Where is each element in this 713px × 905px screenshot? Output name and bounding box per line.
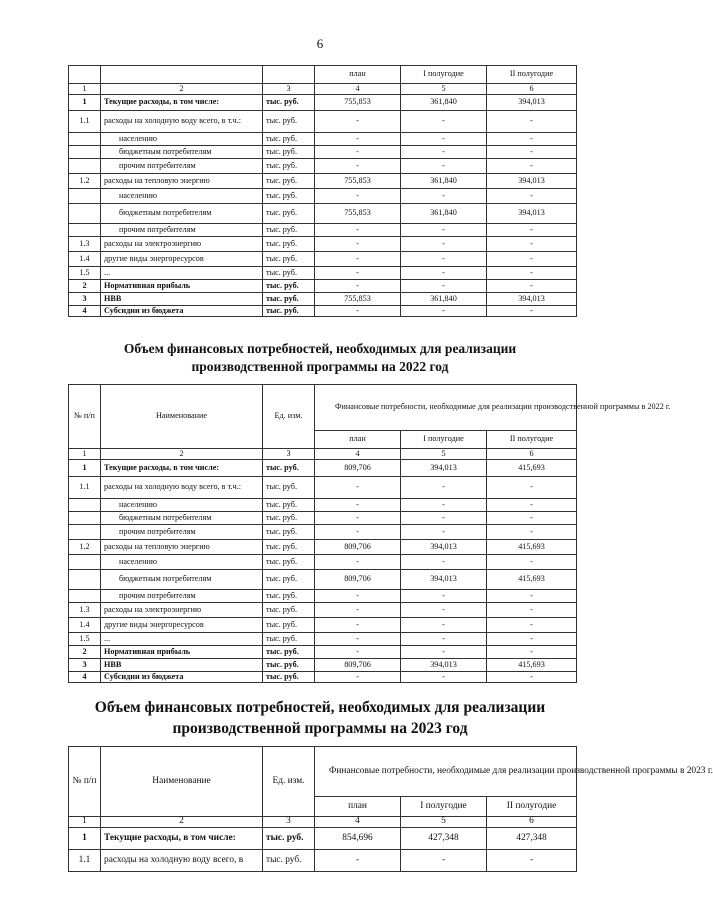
section-2022-title — [0, 340, 640, 376]
table-row — [69, 570, 577, 590]
row-name-cell: населению — [101, 133, 263, 146]
column-number-cell: 4 — [315, 449, 401, 460]
row-unit-cell: тыс. руб. — [263, 224, 315, 237]
table-body — [69, 828, 577, 872]
table-row — [69, 525, 577, 540]
row-unit-cell: тыс. руб. — [263, 512, 315, 525]
col-name-header: Наименование — [101, 385, 263, 449]
table-row — [69, 603, 577, 618]
row-h2-cell: 415,693 — [487, 540, 577, 555]
column-number-row — [69, 449, 577, 460]
row-name-cell: другие виды энергоресурсов — [101, 252, 263, 267]
table-row — [69, 189, 577, 204]
row-unit-cell: тыс. руб. — [263, 850, 315, 872]
column-number-cell: 1 — [69, 449, 101, 460]
row-num-cell: 1 — [69, 460, 101, 477]
column-number-cell: 3 — [263, 817, 315, 828]
row-unit-cell: тыс. руб. — [263, 646, 315, 659]
row-num-cell: 1.1 — [69, 111, 101, 133]
row-h1-cell: - — [401, 237, 487, 252]
row-name-cell: населению — [101, 189, 263, 204]
col-name-header: Наименование — [101, 747, 263, 817]
row-num-cell: 3 — [69, 659, 101, 672]
col-unit-header: Ед. изм. — [263, 385, 315, 449]
row-num-cell: 1.2 — [69, 540, 101, 555]
row-h1-cell: 394,013 — [401, 540, 487, 555]
col-h1-header: I полугодие — [401, 66, 487, 84]
row-num-cell: 4 — [69, 306, 101, 317]
column-number-cell: 6 — [487, 449, 577, 460]
column-number-cell: 4 — [315, 84, 401, 95]
row-name-cell: ... — [101, 267, 263, 280]
row-name-cell: расходы на тепловую энергию — [101, 174, 263, 189]
column-number-cell: 6 — [487, 84, 577, 95]
row-unit-cell: тыс. руб. — [263, 237, 315, 252]
row-unit-cell: тыс. руб. — [263, 293, 315, 306]
row-unit-cell: тыс. руб. — [263, 174, 315, 189]
row-h2-cell: - — [487, 512, 577, 525]
row-h2-cell: - — [487, 618, 577, 633]
row-plan-cell: 755,853 — [315, 293, 401, 306]
row-h2-cell: - — [487, 133, 577, 146]
table-row — [69, 477, 577, 499]
table-row — [69, 646, 577, 659]
column-number-cell: 2 — [101, 817, 263, 828]
row-num-cell — [69, 512, 101, 525]
table-row — [69, 293, 577, 306]
row-h1-cell: - — [401, 512, 487, 525]
row-name-cell: другие виды энергоресурсов — [101, 618, 263, 633]
row-plan-cell: - — [315, 590, 401, 603]
row-unit-cell: тыс. руб. — [263, 555, 315, 570]
row-h2-cell: - — [487, 555, 577, 570]
row-plan-cell: 809,706 — [315, 659, 401, 672]
column-number-cell: 1 — [69, 84, 101, 95]
row-num-cell: 1 — [69, 95, 101, 111]
column-number-cell: 1 — [69, 817, 101, 828]
col-fin-header: Финансовые потребности, необходимые для реализации производственной программы в 2023 г. — [315, 747, 577, 797]
table-row — [69, 174, 577, 189]
row-h2-cell: - — [487, 111, 577, 133]
row-h2-cell: - — [487, 306, 577, 317]
row-h2-cell: 415,693 — [487, 460, 577, 477]
row-h2-cell: 394,013 — [487, 293, 577, 306]
row-unit-cell: тыс. руб. — [263, 146, 315, 159]
row-plan-cell: - — [315, 252, 401, 267]
row-plan-cell: - — [315, 280, 401, 293]
row-plan-cell: 809,706 — [315, 540, 401, 555]
row-h1-cell: - — [401, 555, 487, 570]
column-number-row-group — [69, 449, 577, 460]
row-plan-cell: - — [315, 555, 401, 570]
row-h1-cell: - — [401, 672, 487, 683]
row-num-cell — [69, 224, 101, 237]
row-num-cell: 1.5 — [69, 633, 101, 646]
row-unit-cell: тыс. руб. — [263, 280, 315, 293]
table-row — [69, 512, 577, 525]
row-h1-cell: - — [401, 159, 487, 174]
row-unit-cell: тыс. руб. — [263, 95, 315, 111]
row-h1-cell: - — [401, 146, 487, 159]
row-plan-cell: - — [315, 159, 401, 174]
row-h1-cell: - — [401, 133, 487, 146]
row-h1-cell: - — [401, 267, 487, 280]
table-row — [69, 133, 577, 146]
row-name-cell: бюджетным потребителям — [101, 570, 263, 590]
row-h2-cell: - — [487, 672, 577, 683]
row-name-cell: Текущие расходы, в том числе: — [101, 828, 263, 850]
row-num-cell — [69, 525, 101, 540]
row-unit-cell: тыс. руб. — [263, 460, 315, 477]
table-row — [69, 111, 577, 133]
row-unit-cell: тыс. руб. — [263, 111, 315, 133]
row-h2-cell: 394,013 — [487, 204, 577, 224]
row-h2-cell: - — [487, 850, 577, 872]
row-name-cell: Текущие расходы, в том числе: — [101, 95, 263, 111]
row-plan-cell: 755,853 — [315, 95, 401, 111]
row-h1-cell: - — [401, 646, 487, 659]
table-row — [69, 499, 577, 512]
table-row — [69, 204, 577, 224]
row-name-cell: расходы на холодную воду всего, в т.ч.: — [101, 477, 263, 499]
row-h1-cell: - — [401, 280, 487, 293]
row-name-cell: расходы на холодную воду всего, в т.ч.: — [101, 111, 263, 133]
row-name-cell: прочим потребителям — [101, 590, 263, 603]
table-body — [69, 460, 577, 683]
row-h1-cell: - — [401, 477, 487, 499]
row-h2-cell: - — [487, 590, 577, 603]
table-header-row — [69, 747, 577, 797]
row-h1-cell: 427,348 — [401, 828, 487, 850]
column-number-cell: 2 — [101, 84, 263, 95]
row-h2-cell: - — [487, 237, 577, 252]
row-unit-cell: тыс. руб. — [263, 659, 315, 672]
row-h2-cell: - — [487, 603, 577, 618]
row-plan-cell: - — [315, 189, 401, 204]
row-h1-cell: 361,840 — [401, 293, 487, 306]
row-h2-cell: - — [487, 252, 577, 267]
col-num-header: № п/п — [69, 385, 101, 449]
row-h2-cell: - — [487, 267, 577, 280]
title-line: производственной программы на 2022 год — [191, 359, 449, 375]
row-plan-cell: - — [315, 306, 401, 317]
row-num-cell: 1.2 — [69, 174, 101, 189]
row-unit-cell: тыс. руб. — [263, 267, 315, 280]
column-number-row-group — [69, 817, 577, 828]
row-name-cell: бюджетным потребителям — [101, 146, 263, 159]
title-line: Объем финансовых потребностей, необходимых для реализации — [123, 341, 517, 356]
table-row — [69, 224, 577, 237]
table-row — [69, 555, 577, 570]
column-number-row — [69, 817, 577, 828]
row-num-cell: 4 — [69, 672, 101, 683]
row-h1-cell: - — [401, 111, 487, 133]
row-plan-cell: - — [315, 146, 401, 159]
table-row — [69, 252, 577, 267]
row-plan-cell: 809,706 — [315, 460, 401, 477]
row-name-cell: бюджетным потребителям — [101, 204, 263, 224]
table-header-row — [69, 385, 577, 431]
table-row — [69, 280, 577, 293]
col-num-header: № п/п — [69, 747, 101, 817]
col-h2-header: II полугодие — [487, 431, 577, 449]
row-num-cell — [69, 570, 101, 590]
row-h1-cell: - — [401, 224, 487, 237]
financial-table-2023 — [68, 746, 713, 872]
col-unit-header: Ед. изм. — [263, 747, 315, 817]
row-num-cell: 3 — [69, 293, 101, 306]
row-unit-cell: тыс. руб. — [263, 570, 315, 590]
row-num-cell: 1.3 — [69, 603, 101, 618]
column-number-row — [69, 84, 577, 95]
column-number-cell: 2 — [101, 449, 263, 460]
row-unit-cell: тыс. руб. — [263, 306, 315, 317]
row-h1-cell: - — [401, 618, 487, 633]
title-line: Объем финансовых потребностей, необходимых для реализации — [94, 699, 546, 716]
section-2023-title — [0, 698, 640, 740]
table-row — [69, 540, 577, 555]
row-num-cell: 2 — [69, 280, 101, 293]
row-plan-cell: - — [315, 224, 401, 237]
row-name-cell: прочим потребителям — [101, 525, 263, 540]
row-h1-cell: - — [401, 252, 487, 267]
row-plan-cell: - — [315, 603, 401, 618]
table-row — [69, 672, 577, 683]
table-header-row — [69, 66, 577, 84]
row-name-cell: НВВ — [101, 293, 263, 306]
table-row — [69, 306, 577, 317]
row-h2-cell: - — [487, 633, 577, 646]
row-name-cell: расходы на холодную воду всего, в — [101, 850, 263, 872]
page-number: 6 — [316, 36, 324, 51]
row-name-cell: Субсидии из бюджета — [101, 672, 263, 683]
row-h1-cell: 394,013 — [401, 460, 487, 477]
table-body — [69, 95, 577, 317]
row-unit-cell: тыс. руб. — [263, 540, 315, 555]
row-num-cell: 1.5 — [69, 267, 101, 280]
row-name-cell: Субсидии из бюджета — [101, 306, 263, 317]
table-row — [69, 633, 577, 646]
row-num-cell — [69, 159, 101, 174]
row-name-cell: населению — [101, 499, 263, 512]
col-h1-header: I полугодие — [401, 797, 487, 817]
row-plan-cell: - — [315, 525, 401, 540]
row-name-cell: прочим потребителям — [101, 224, 263, 237]
row-h1-cell: - — [401, 590, 487, 603]
row-h1-cell: - — [401, 189, 487, 204]
row-plan-cell: - — [315, 499, 401, 512]
table-row — [69, 159, 577, 174]
row-unit-cell: тыс. руб. — [263, 672, 315, 683]
row-num-cell — [69, 555, 101, 570]
row-name-cell: расходы на тепловую энергию — [101, 540, 263, 555]
row-unit-cell: тыс. руб. — [263, 477, 315, 499]
row-plan-cell: 755,853 — [315, 174, 401, 189]
financial-table-2022 — [68, 384, 671, 683]
row-plan-cell: - — [315, 618, 401, 633]
column-number-cell: 4 — [315, 817, 401, 828]
row-plan-cell: - — [315, 672, 401, 683]
row-h1-cell: - — [401, 525, 487, 540]
row-plan-cell: - — [315, 237, 401, 252]
row-h2-cell: - — [487, 280, 577, 293]
row-plan-cell: - — [315, 111, 401, 133]
row-num-cell — [69, 590, 101, 603]
row-unit-cell: тыс. руб. — [263, 159, 315, 174]
row-h2-cell: 394,013 — [487, 174, 577, 189]
col-plan-header: план — [315, 797, 401, 817]
table-row — [69, 618, 577, 633]
row-h1-cell: - — [401, 603, 487, 618]
row-name-cell: Нормативная прибыль — [101, 280, 263, 293]
column-number-cell: 5 — [401, 817, 487, 828]
row-h2-cell: - — [487, 159, 577, 174]
row-unit-cell: тыс. руб. — [263, 252, 315, 267]
column-number-cell: 5 — [401, 449, 487, 460]
row-plan-cell: - — [315, 133, 401, 146]
row-plan-cell: - — [315, 512, 401, 525]
row-unit-cell: тыс. руб. — [263, 590, 315, 603]
row-h2-cell: - — [487, 224, 577, 237]
row-plan-cell: 809,706 — [315, 570, 401, 590]
row-unit-cell: тыс. руб. — [263, 133, 315, 146]
row-unit-cell: тыс. руб. — [263, 603, 315, 618]
row-unit-cell: тыс. руб. — [263, 618, 315, 633]
row-plan-cell: - — [315, 633, 401, 646]
row-h2-cell: - — [487, 146, 577, 159]
row-h1-cell: - — [401, 850, 487, 872]
row-plan-cell: - — [315, 850, 401, 872]
row-num-cell: 1.4 — [69, 618, 101, 633]
table-row — [69, 659, 577, 672]
row-h1-cell: 361,840 — [401, 174, 487, 189]
row-num-cell — [69, 499, 101, 512]
column-number-cell: 3 — [263, 84, 315, 95]
row-h2-cell: - — [487, 499, 577, 512]
row-plan-cell: - — [315, 477, 401, 499]
row-num-cell: 2 — [69, 646, 101, 659]
row-name-cell: расходы на электроэнергию — [101, 237, 263, 252]
row-plan-cell: - — [315, 267, 401, 280]
row-h1-cell: 394,013 — [401, 659, 487, 672]
table-row — [69, 267, 577, 280]
col-plan-header: план — [315, 66, 401, 84]
row-name-cell: Текущие расходы, в том числе: — [101, 460, 263, 477]
row-h2-cell: - — [487, 477, 577, 499]
financial-table-2021-continued — [68, 65, 577, 317]
row-num-cell: 1.3 — [69, 237, 101, 252]
row-h1-cell: - — [401, 633, 487, 646]
row-num-cell: 1.4 — [69, 252, 101, 267]
row-num-cell: 1.1 — [69, 850, 101, 872]
row-name-cell: Нормативная прибыль — [101, 646, 263, 659]
col-fin-header: Финансовые потребности, необходимые для реализации производственной программы в 2022 г. — [315, 385, 577, 431]
table-row — [69, 95, 577, 111]
table-row — [69, 237, 577, 252]
table-row — [69, 460, 577, 477]
row-name-cell: населению — [101, 555, 263, 570]
row-h2-cell: 415,693 — [487, 659, 577, 672]
row-h2-cell: - — [487, 189, 577, 204]
row-h2-cell: - — [487, 525, 577, 540]
column-number-cell: 6 — [487, 817, 577, 828]
row-unit-cell: тыс. руб. — [263, 525, 315, 540]
row-h1-cell: 394,013 — [401, 570, 487, 590]
row-h2-cell: - — [487, 646, 577, 659]
row-unit-cell: тыс. руб. — [263, 204, 315, 224]
row-name-cell: расходы на электроэнергию — [101, 603, 263, 618]
table-row — [69, 828, 577, 850]
row-h1-cell: 361,840 — [401, 95, 487, 111]
row-unit-cell: тыс. руб. — [263, 633, 315, 646]
column-number-row-group — [69, 84, 577, 95]
row-plan-cell: 755,853 — [315, 204, 401, 224]
col-plan-header: план — [315, 431, 401, 449]
row-h1-cell: 361,840 — [401, 204, 487, 224]
row-unit-cell: тыс. руб. — [263, 499, 315, 512]
column-number-cell: 5 — [401, 84, 487, 95]
row-name-cell: ... — [101, 633, 263, 646]
table-row — [69, 590, 577, 603]
row-unit-cell: тыс. руб. — [263, 189, 315, 204]
row-num-cell — [69, 189, 101, 204]
row-plan-cell: - — [315, 646, 401, 659]
row-h1-cell: - — [401, 499, 487, 512]
row-unit-cell: тыс. руб. — [263, 828, 315, 850]
row-num-cell: 1.1 — [69, 477, 101, 499]
row-name-cell: прочим потребителям — [101, 159, 263, 174]
row-h2-cell: 394,013 — [487, 95, 577, 111]
row-h2-cell: 415,693 — [487, 570, 577, 590]
col-h2-header: II полугодие — [487, 797, 577, 817]
row-h1-cell: - — [401, 306, 487, 317]
col-h2-header: II полугодие — [487, 66, 577, 84]
row-num-cell — [69, 146, 101, 159]
row-num-cell — [69, 133, 101, 146]
table-row — [69, 850, 577, 872]
row-name-cell: НВВ — [101, 659, 263, 672]
row-name-cell: бюджетным потребителям — [101, 512, 263, 525]
row-plan-cell: 854,696 — [315, 828, 401, 850]
table-row — [69, 146, 577, 159]
row-num-cell — [69, 204, 101, 224]
row-num-cell: 1 — [69, 828, 101, 850]
column-number-cell: 3 — [263, 449, 315, 460]
row-h2-cell: 427,348 — [487, 828, 577, 850]
title-line: производственной программы на 2023 год — [172, 719, 468, 737]
col-h1-header: I полугодие — [401, 431, 487, 449]
